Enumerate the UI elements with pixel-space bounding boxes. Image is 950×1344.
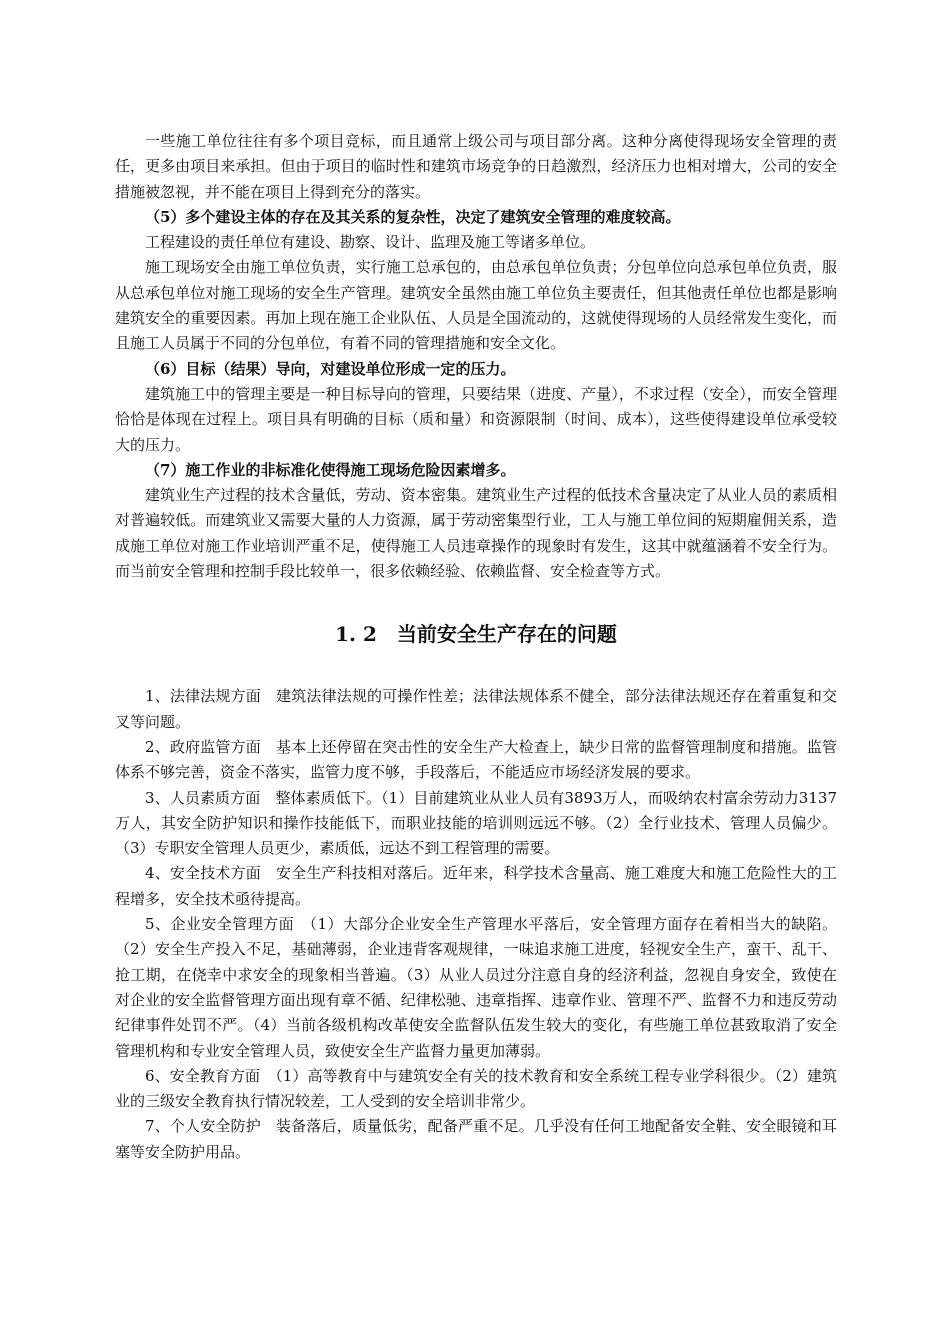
intro-subheading: （5）多个建设主体的存在及其关系的复杂性，决定了建筑安全管理的难度较高。 — [145, 207, 681, 226]
problem-paragraph-education: 6、安全教育方面 （1）高等教育中与建筑安全有关的技术教育和安全系统工程专业学科很少。（2）建筑业的三级安全教育执行情况较差，工人受到的安全培训非常少。 — [115, 1066, 837, 1111]
intro-paragraph: 建筑业生产过程的技术含量低，劳动、资本密集。建筑业生产过程的低技术含量决定了从业人员的素质相对普遍较低。而建筑业又需要大量的人力资源，属于劳动密集型行业，工人与施工单位间的短期雇佣关系，造成施工单位对施工作业培训严重不足，使得施工人员违章操作的现象时有发生，这其中就蕴涵着不安全行为。而当前安全管理和控制手段比较单一，很多依赖经验、依赖监督、安全检查等方式。 — [115, 486, 837, 581]
problem-paragraph-government: 2、政府监管方面 基本上还停留在突击性的安全生产大检查上，缺少日常的监督管理制度和措施。监管体系不够完善，资金不落实，监管力度不够，手段落后，不能适应市场经济发展的要求。 — [115, 737, 837, 782]
problems-section — [115, 684, 837, 1165]
intro-subheading: （6）目标（结果）导向，对建设单位形成一定的压力。 — [145, 359, 516, 378]
problem-paragraph-protection: 7、个人安全防护 装备落后，质量低劣，配备严重不足。几乎没有任何工地配备安全鞋、安全眼镜和耳塞等安全防护用品。 — [115, 1117, 837, 1161]
problem-paragraph-law: 1、法律法规方面 建筑法律法规的可操作性差；法律法规体系不健全，部分法律法规还存在着重复和交叉等问题。 — [115, 687, 837, 731]
intro-subheading: （7）施工作业的非标准化使得施工现场危险因素增多。 — [145, 460, 516, 479]
intro-paragraph: 建筑施工中的管理主要是一种目标导向的管理，只要结果（进度、产量），不求过程（安全），而安全管理恰恰是体现在过程上。项目具有明确的目标（质和量）和资源限制（时间、成本），这些使得建设单位承受较大的压力。 — [115, 384, 837, 454]
intro-section — [115, 129, 837, 584]
document-page — [115, 129, 837, 1165]
intro-paragraph: 施工现场安全由施工单位负责，实行施工总承包的，由总承包单位负责；分包单位向总承包单位负责，服从总承包单位对施工现场的安全生产管理。建筑安全虽然由施工单位负主要责任，但其他责任单位也都是影响建筑安全的重要因素。再加上现在施工企业队伍、人员是全国流动的，这就使得现场的人员经常发生变化，而且施工人员属于不同的分包单位，有着不同的管理措施和安全文化。 — [115, 258, 837, 353]
intro-paragraph: 工程建设的责任单位有建设、勘察、设计、监理及施工等诸多单位。 — [145, 233, 596, 252]
problem-paragraph-personnel: 3、人员素质方面 整体素质低下。（1）目前建筑业从业人员有3893万人，而吸纳农村富余劳动力3137万人，其安全防护知识和操作技能低下，而职业技能的培训则远远不够。（2）全行业技术、管理人员偏少。（3）专职安全管理人员更少，素质低，远达不到工程管理的需要。 — [115, 788, 837, 858]
problem-paragraph-technology: 4、安全技术方面 安全生产科技相对落后。近年来，科学技术含量高、施工难度大和施工危险性大的工程增多，安全技术亟待提高。 — [115, 864, 837, 908]
problem-paragraph-enterprise: 5、企业安全管理方面 （1）大部分企业安全生产管理水平落后，安全管理方面存在着相当大的缺陷。（2）安全生产投入不足，基础薄弱，企业违背客观规律，一味追求施工进度，轻视安全生产，蛮干、乱干、抢工期，在侥幸中求安全的现象相当普遍。（3）从业人员过分注意自身的经济利益，忽视自身安全，致使在对企业的安全监督管理方面出现有章不循、纪律松驰、违章指挥、违章作业、管理不严、监督不力和违反劳动纪律事件处罚不严。（4）当前各级机构改革使安全监督队伍发生较大的变化，有些施工单位甚致取消了安全管理机构和专业安全管理人员，致使安全生产监督力量更加薄弱。 — [115, 915, 837, 1060]
intro-paragraph: 一些施工单位往往有多个项目竞标，而且通常上级公司与项目部分离。这种分离使得现场安全管理的责任，更多由项目来承担。但由于项目的临时性和建筑市场竞争的日趋激烈，经济压力也相对增大，公司的安全措施被忽视，并不能在项目上得到充分的落实。 — [115, 132, 837, 201]
section-heading: 1. 2 当前安全生产存在的问题 — [335, 622, 617, 647]
